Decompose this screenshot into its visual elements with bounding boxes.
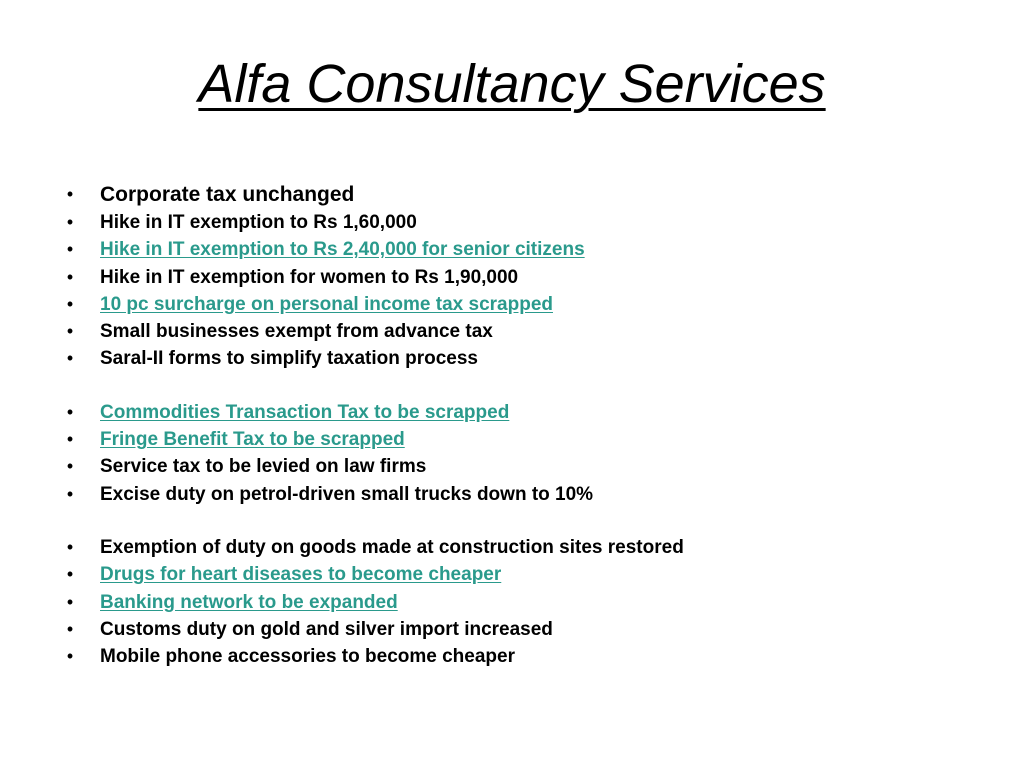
bullet-list bbox=[60, 180, 684, 670]
list-item bbox=[60, 643, 684, 670]
list-item-text: Excise duty on petrol-driven small trucks down to 10% bbox=[100, 483, 594, 505]
bullet-icon: • bbox=[66, 293, 74, 314]
list-item-link[interactable]: Drugs for heart diseases to become cheaper bbox=[100, 564, 502, 586]
bullet-icon: • bbox=[66, 239, 74, 260]
list-item bbox=[60, 236, 684, 263]
bullet-icon: • bbox=[66, 618, 74, 639]
list-item-text: Hike in IT exemption for women to Rs 1,90,000 bbox=[100, 266, 519, 288]
list-item-text: Mobile phone accessories to become cheaper bbox=[100, 646, 515, 668]
bullet-icon: • bbox=[66, 321, 74, 342]
bullet-icon: • bbox=[66, 266, 74, 287]
list-item-text: Hike in IT exemption to Rs 1,60,000 bbox=[100, 212, 417, 233]
slide-title: Alfa Consultancy Services bbox=[198, 54, 826, 114]
list-item bbox=[60, 291, 684, 318]
list-item bbox=[60, 534, 684, 561]
bullet-icon: • bbox=[66, 536, 74, 557]
bullet-icon: • bbox=[66, 184, 74, 204]
list-item bbox=[60, 453, 684, 480]
list-item bbox=[60, 209, 684, 236]
list-item-text: Saral-II forms to simplify taxation process bbox=[100, 348, 478, 370]
list-item bbox=[60, 345, 684, 372]
list-item-link[interactable]: Commodities Transaction Tax to be scrapped bbox=[100, 401, 510, 423]
list-item-text: Corporate tax unchanged bbox=[100, 183, 355, 206]
bullet-icon: • bbox=[66, 401, 74, 422]
list-item-text: Exemption of duty on goods made at construction sites restored bbox=[100, 536, 684, 558]
list-item-text: Service tax to be levied on law firms bbox=[100, 456, 427, 478]
list-item-link[interactable]: Fringe Benefit Tax to be scrapped bbox=[100, 429, 405, 451]
list-item bbox=[60, 264, 684, 291]
list-item bbox=[60, 616, 684, 643]
bullet-icon: • bbox=[66, 348, 74, 369]
list-item bbox=[60, 561, 684, 588]
bullet-icon: • bbox=[66, 591, 74, 612]
list-item-link[interactable]: 10 pc surcharge on personal income tax scrapped bbox=[100, 293, 553, 315]
list-item-link[interactable]: Hike in IT exemption to Rs 2,40,000 for senior citizens bbox=[100, 239, 585, 261]
bullet-icon: • bbox=[66, 646, 74, 667]
list-item-link[interactable]: Banking network to be expanded bbox=[100, 591, 398, 613]
list-item-text: Customs duty on gold and silver import increased bbox=[100, 618, 553, 640]
list-item bbox=[60, 180, 684, 209]
list-item bbox=[60, 589, 684, 616]
list-item bbox=[60, 318, 684, 345]
list-item bbox=[60, 426, 684, 453]
bullet-icon: • bbox=[66, 212, 74, 232]
list-item bbox=[60, 399, 684, 426]
bullet-icon: • bbox=[66, 429, 74, 450]
list-item-text: Small businesses exempt from advance tax bbox=[100, 321, 493, 343]
bullet-icon: • bbox=[66, 564, 74, 585]
list-item bbox=[60, 481, 684, 508]
bullet-icon: • bbox=[66, 456, 74, 477]
bullet-icon: • bbox=[66, 483, 74, 504]
